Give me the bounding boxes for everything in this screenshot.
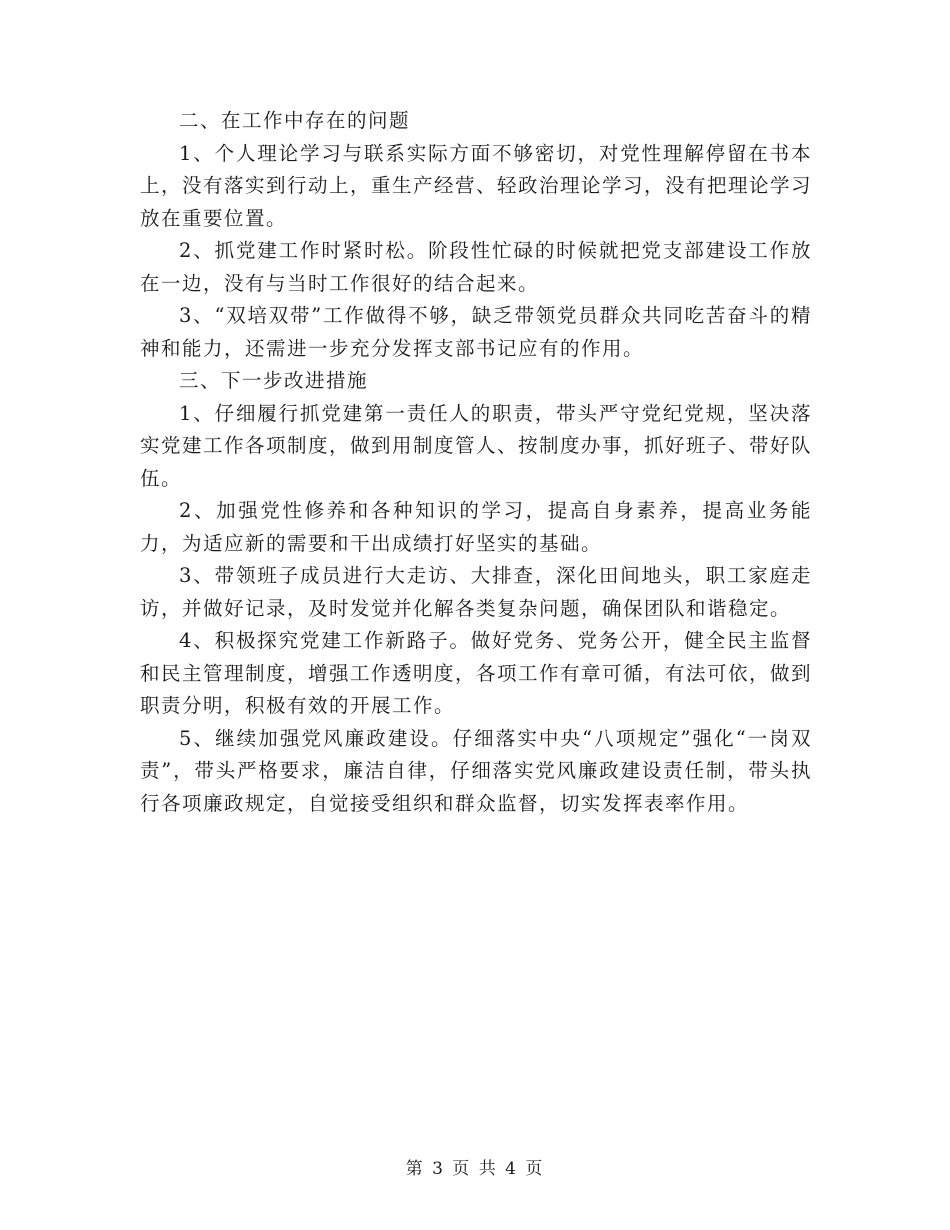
document-body bbox=[140, 105, 812, 820]
problem-item-2: 2、抓党建工作时紧时松。阶段性忙碌的时候就把党支部建设工作放在一边，没有与当时工作很好的结合起来。 bbox=[140, 239, 812, 295]
problem-item-1: 1、个人理论学习与联系实际方面不够密切，对党性理解停留在书本上，没有落实到行动上，重生产经营、轻政治理论学习，没有把理论学习放在重要位置。 bbox=[140, 141, 813, 230]
section-heading-problems: 二、在工作中存在的问题 bbox=[179, 109, 411, 132]
page-number-footer: 第 3 页 共 4 页 bbox=[405, 1159, 545, 1179]
measure-item-4: 4、积极探究党建工作新路子。做好党务、党务公开，健全民主监督和民主管理制度，增强工作透明度，各项工作有章可循，有法可依，做到职责分明，积极有效的开展工作。 bbox=[140, 629, 813, 717]
measure-item-1: 1、仔细履行抓党建第一责任人的职责，带头严守党纪党规，坚决落实党建工作各项制度，做到用制度管人、按制度办事，抓好班子、带好队伍。 bbox=[140, 401, 813, 490]
measure-item-2: 2、加强党性修养和各种知识的学习，提高自身素养，提高业务能力，为适应新的需要和干出成绩打好坚实的基础。 bbox=[140, 499, 812, 555]
measure-item-5: 5、继续加强党风廉政建设。仔细落实中央“八项规定”强化“一岗双责”，带头严格要求，廉洁自律，仔细落实党风廉政建设责任制，带头执行各项廉政规定，自觉接受组织和群众监督，切实发挥表率作用。 bbox=[140, 726, 812, 815]
section-heading-measures: 三、下一步改进措施 bbox=[179, 369, 369, 392]
problem-item-3: 3、“双培双带”工作做得不够，缺乏带领党员群众共同吃苦奋斗的精神和能力，还需进一步充分发挥支部书记应有的作用。 bbox=[140, 304, 812, 360]
measure-item-3: 3、带领班子成员进行大走访、大排查，深化田间地头，职工家庭走访，并做好记录，及时发觉并化解各类复杂问题，确保团队和谐稳定。 bbox=[140, 564, 812, 620]
